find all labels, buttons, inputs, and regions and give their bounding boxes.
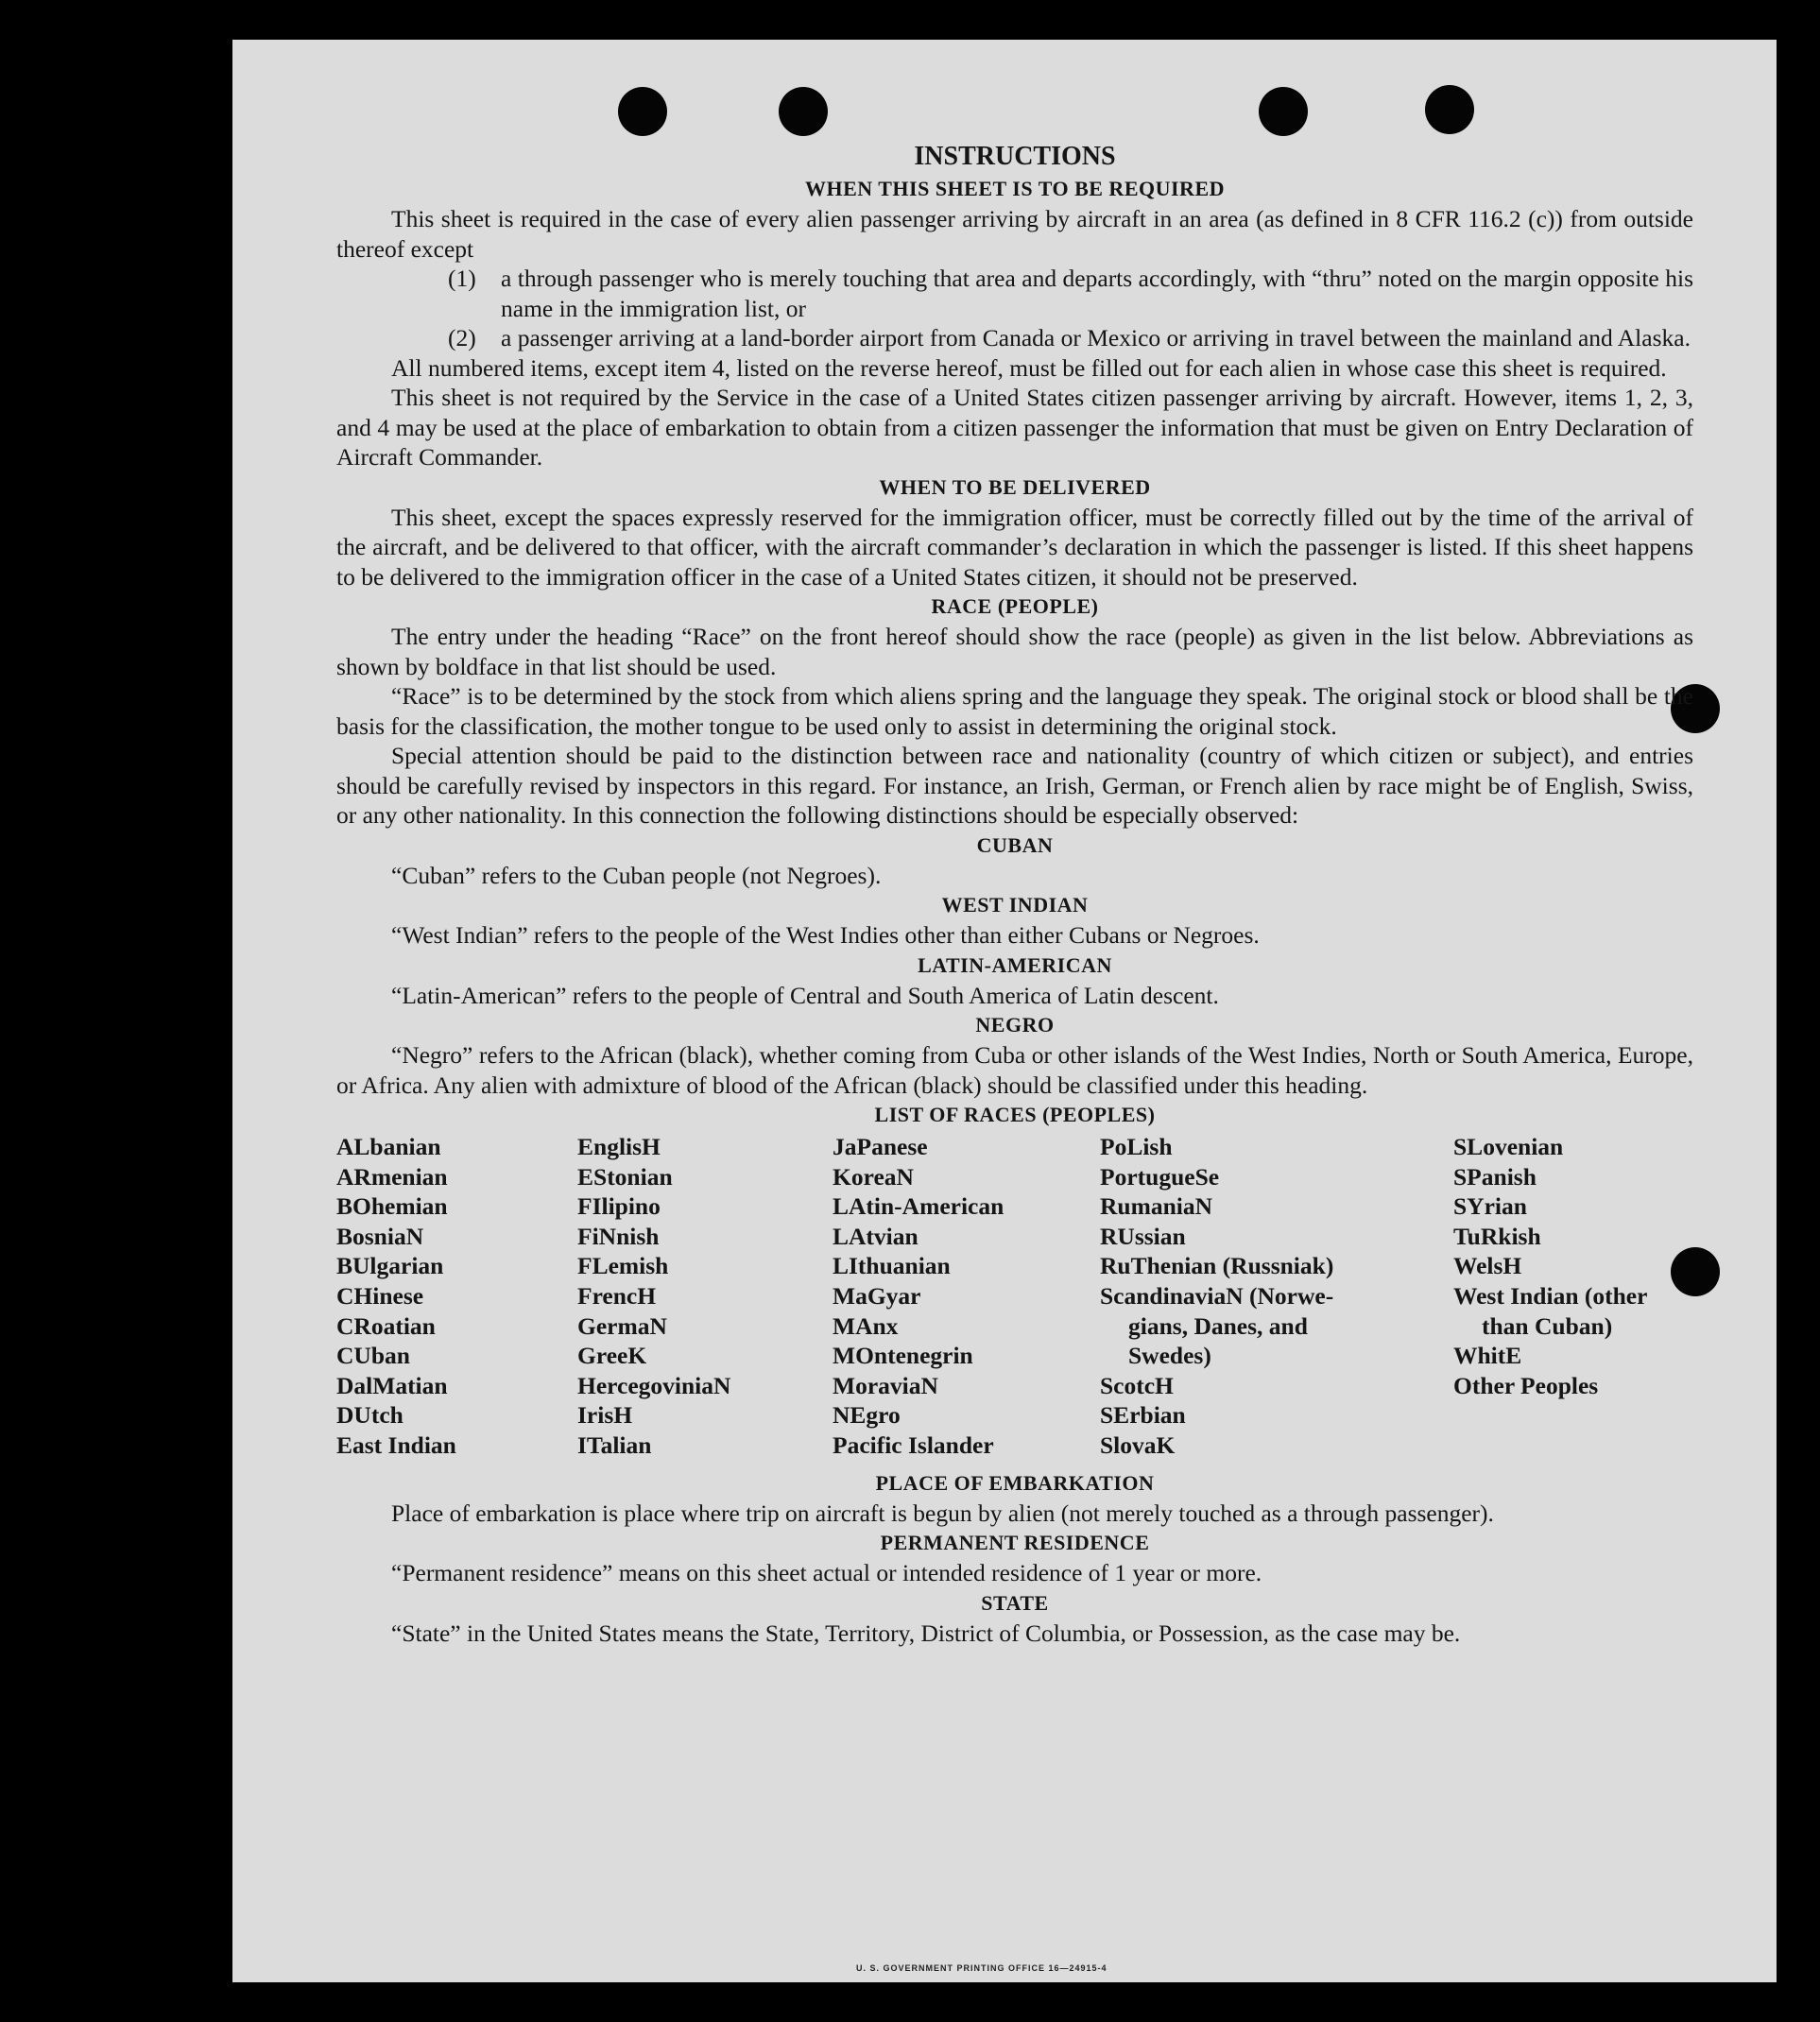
section-heading: PERMANENT RESIDENCE	[880, 1531, 1150, 1555]
race-entry: HercegoviniaN	[577, 1371, 731, 1399]
race-entry: ALbanian	[336, 1133, 441, 1160]
race-entry: DUtch	[336, 1401, 403, 1430]
race-column	[577, 1132, 833, 1461]
paragraph: “State” in the United States means the State, Territory, District of Columbia, or Possession, as the case may be.	[391, 1619, 1461, 1647]
race-entry: SlovaK	[1100, 1431, 1176, 1459]
paragraph: “Latin-American” refers to the people of Central and South America of Latin descent.	[391, 981, 1219, 1009]
race-entry: SErbian	[1100, 1401, 1186, 1430]
punch-hole	[779, 87, 828, 136]
punch-hole	[618, 87, 667, 136]
race-list	[336, 1132, 1693, 1461]
race-entry: RuThenian (Russniak)	[1100, 1252, 1334, 1280]
instructions-body	[336, 140, 1693, 1648]
race-entry: Swedes)	[1128, 1342, 1211, 1370]
paragraph: “Cuban” refers to the Cuban people (not Negroes).	[391, 861, 882, 889]
punch-hole	[1425, 85, 1474, 134]
section-heading: RACE (PEOPLE)	[931, 594, 1099, 618]
section-heading: NEGRO	[975, 1013, 1055, 1037]
race-entry: BosniaN	[336, 1222, 424, 1250]
race-entry: FIlipino	[577, 1192, 661, 1221]
paragraph: This sheet is required in the case of every alien passenger arriving by aircraft in an area (as defined in 8 CFR 116.2 (c)) from outside thereof except	[336, 205, 1693, 263]
race-entry: ScotcH	[1100, 1371, 1174, 1399]
race-entry: PoLish	[1100, 1133, 1173, 1160]
paragraph: “Permanent residence” means on this sheet actual or intended residence of 1 year or more.	[391, 1559, 1262, 1587]
section-heading: WHEN TO BE DELIVERED	[879, 474, 1151, 499]
race-entry: ARmenian	[336, 1162, 448, 1191]
race-entry: KoreaN	[833, 1162, 914, 1191]
race-entry: LIthuanian	[833, 1252, 951, 1280]
race-entry: West Indian (other	[1453, 1281, 1648, 1310]
race-entry: EStonian	[577, 1162, 673, 1191]
race-entry: FiNnish	[577, 1222, 660, 1250]
race-entry: than Cuban)	[1482, 1311, 1613, 1340]
section-heading: WEST INDIAN	[941, 893, 1089, 917]
race-entry: SPanish	[1453, 1162, 1537, 1191]
punch-hole	[1259, 87, 1308, 136]
race-entry: JaPanese	[833, 1133, 928, 1160]
race-column	[336, 1132, 577, 1461]
race-entry: TuRkish	[1453, 1222, 1541, 1250]
race-entry: RUssian	[1100, 1222, 1186, 1250]
paragraph: This sheet is not required by the Service in the case of a United States citizen passenger arriving by aircraft. However, items 1, 2, 3, and 4 may be used at the place of embarkation to obtain from a citizen passenger the information that must be given on Entry Declaration of Aircraft Commander.	[336, 384, 1693, 471]
paragraph: All numbered items, except item 4, listed on the reverse hereof, must be filled out for each alien in whose case this sheet is required.	[391, 353, 1667, 382]
race-entry: SLovenian	[1453, 1133, 1564, 1160]
paragraph: “Negro” refers to the African (black), whether coming from Cuba or other islands of the West Indies, North or South America, Europe, or Africa. Any alien with admixture of blood of the African (black) should be classified under this heading.	[336, 1041, 1693, 1099]
race-entry: MaGyar	[833, 1281, 921, 1310]
section-heading: LIST OF RACES (PEOPLES)	[874, 1103, 1156, 1126]
section-heading: CUBAN	[976, 832, 1054, 857]
paragraph: Special attention should be paid to the distinction between race and nationality (country of which citizen or subject), and entries should be carefully revised by inspectors in this regard. For instance, an Irish, German, or French alien by race might be of English, Swiss, or any other nationality. In this connection the following distinctions should be especially observed:	[336, 742, 1693, 829]
race-column	[833, 1132, 1100, 1461]
section-heading: WHEN THIS SHEET IS TO BE REQUIRED	[804, 177, 1226, 200]
race-entry: MOntenegrin	[833, 1342, 973, 1370]
race-entry: EnglisH	[577, 1133, 661, 1160]
race-entry: FrencH	[577, 1281, 657, 1310]
race-entry: WelsH	[1453, 1252, 1522, 1280]
race-entry: RumaniaN	[1100, 1192, 1213, 1221]
section-heading: STATE	[981, 1590, 1049, 1615]
race-entry: FLemish	[577, 1252, 669, 1280]
race-entry: gians, Danes, and	[1128, 1311, 1308, 1340]
race-entry: BUlgarian	[336, 1252, 444, 1280]
race-entry: BOhemian	[336, 1192, 448, 1221]
race-column	[1100, 1132, 1453, 1461]
race-entry: GermaN	[577, 1311, 667, 1340]
race-entry: SYrian	[1453, 1192, 1527, 1221]
race-entry: LAtvian	[833, 1222, 919, 1250]
race-entry: East Indian	[336, 1431, 456, 1459]
race-entry: CUban	[336, 1342, 410, 1370]
race-entry: LAtin-American	[833, 1192, 1004, 1221]
race-entry: NEgro	[833, 1401, 901, 1430]
list-item: (2) a passenger arriving at a land-border airport from Canada or Mexico or arriving in travel between the mainland and Alaska.	[448, 324, 1691, 351]
race-entry: MoraviaN	[833, 1371, 938, 1399]
race-entry: WhitE	[1453, 1342, 1522, 1370]
race-entry: Pacific Islander	[833, 1431, 994, 1459]
list-item: (1) a through passenger who is merely touching that area and departs accordingly, with “thru” noted on the margin opposite his name in the immigration list, or	[448, 265, 1693, 322]
paragraph: “Race” is to be determined by the stock from which aliens spring and the language they speak. The original stock or blood shall be the basis for the classification, the mother tongue to be used only to assist in determining the original stock.	[336, 682, 1693, 740]
race-entry: ScandinaviaN (Norwe-	[1100, 1281, 1334, 1310]
printer-imprint: U. S. GOVERNMENT PRINTING OFFICE 16—24915-4	[856, 1963, 1107, 1973]
race-entry: PortugueSe	[1100, 1162, 1220, 1191]
paragraph: “West Indian” refers to the people of the West Indies other than either Cubans or Negroes.	[391, 921, 1260, 949]
section-heading: PLACE OF EMBARKATION	[875, 1470, 1155, 1495]
race-entry: CHinese	[336, 1281, 424, 1310]
race-column	[1453, 1132, 1693, 1461]
race-entry: CRoatian	[336, 1311, 436, 1340]
race-entry: DalMatian	[336, 1371, 448, 1399]
race-entry: Other Peoples	[1453, 1371, 1599, 1399]
section-heading: LATIN-AMERICAN	[918, 952, 1112, 977]
race-entry: GreeK	[577, 1342, 647, 1370]
page-title: INSTRUCTIONS	[914, 142, 1116, 171]
race-entry: MAnx	[833, 1311, 899, 1340]
race-entry: IrisH	[577, 1401, 633, 1430]
document-sheet	[232, 40, 1777, 1982]
paragraph: This sheet, except the spaces expressly reserved for the immigration officer, must be correctly filled out by the time of the arrival of the aircraft, and be delivered to that officer, with the aircraft commander’s declaration in which the passenger is listed. If this sheet happens to be delivered to the immigration officer in the case of a United States citizen, it should not be preserved.	[336, 503, 1693, 591]
race-entry: ITalian	[577, 1431, 652, 1459]
paragraph: Place of embarkation is place where trip on aircraft is begun by alien (not merely touched as a through passenger).	[391, 1499, 1494, 1527]
paragraph: The entry under the heading “Race” on the front hereof should show the race (people) as given in the list below. Abbreviations as shown by boldface in that list should be used.	[336, 623, 1693, 680]
